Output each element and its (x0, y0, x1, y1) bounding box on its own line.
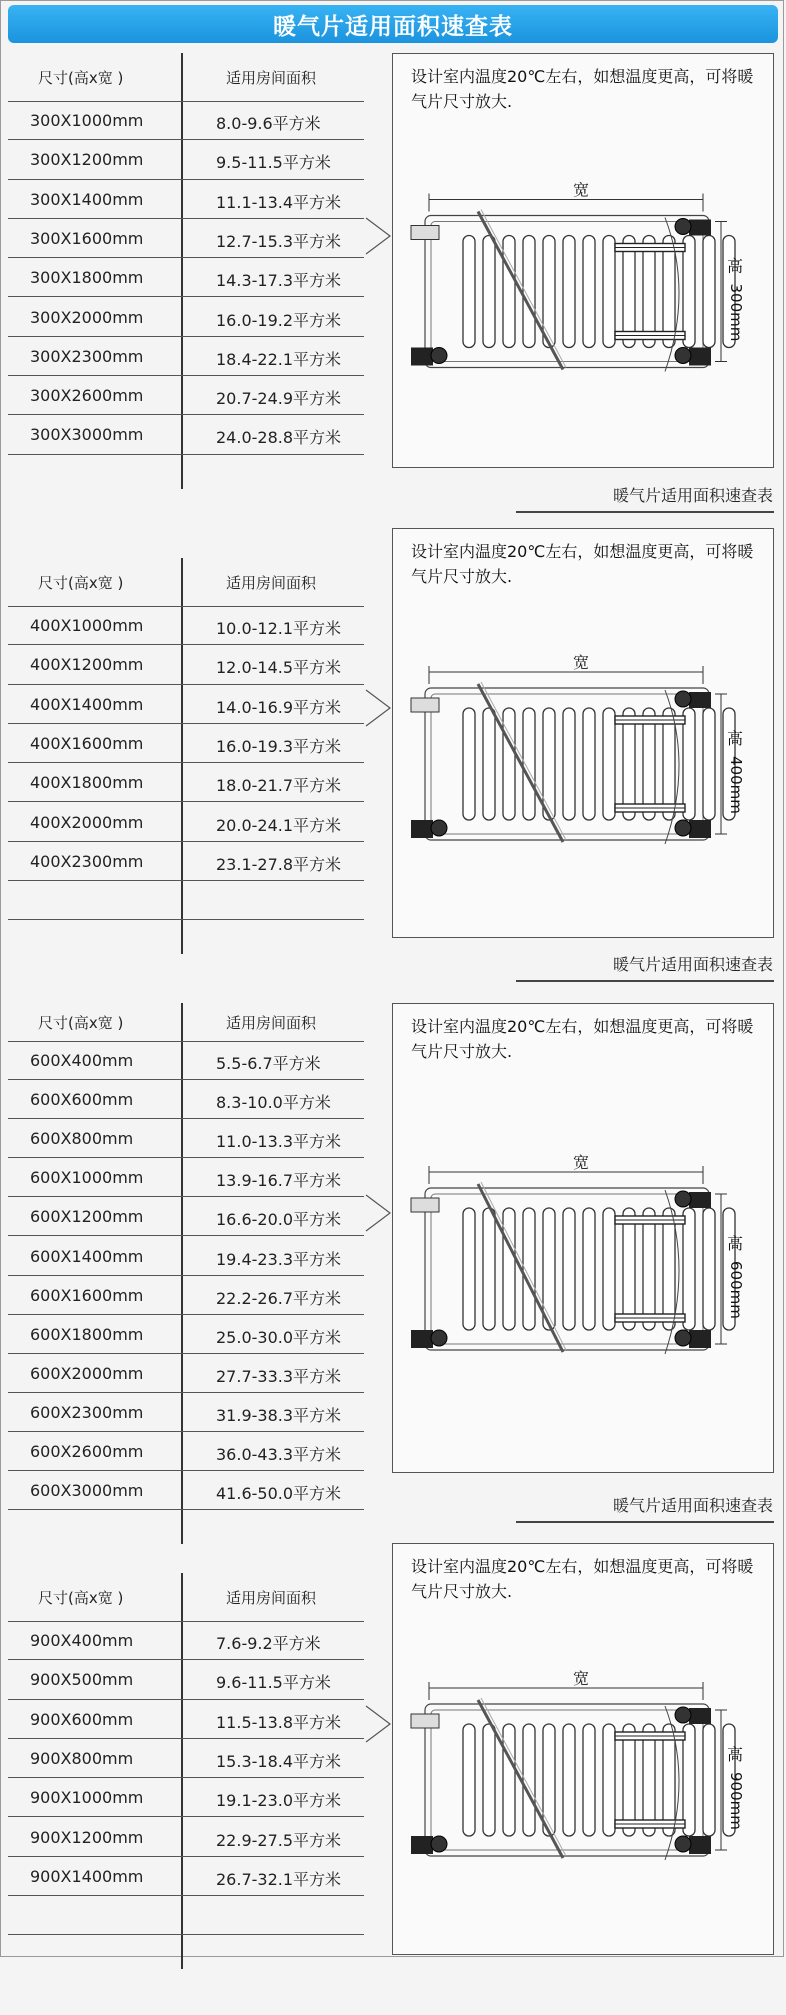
table-header-row (8, 1573, 364, 1622)
radiator-fin (643, 708, 655, 820)
table-row (8, 337, 364, 376)
cell-area: 20.7-24.9平方米 (216, 389, 342, 409)
valve-body (411, 1836, 433, 1854)
cell-area: 7.6-9.2平方米 (216, 1634, 321, 1653)
radiator-fin (623, 236, 635, 348)
cell-area: 8.0-9.6平方米 (216, 114, 321, 133)
radiator-fin (463, 708, 475, 820)
table-row (8, 724, 364, 763)
valve-knob (675, 820, 691, 836)
valve-knob (675, 1191, 691, 1207)
caption-underline (516, 1521, 774, 1523)
radiator-fin (643, 1208, 655, 1330)
table-row (8, 606, 364, 645)
cell-area: 14.0-16.9平方米 (216, 697, 342, 717)
valve-body (689, 1330, 711, 1348)
cell-size: 600X1800mm (30, 1324, 144, 1344)
cell-size: 600X2300mm (30, 1402, 144, 1422)
cell-size: 600X400mm (30, 1051, 134, 1070)
radiator-fin (463, 1208, 475, 1330)
cell-area: 13.9-16.7平方米 (216, 1171, 342, 1191)
table-header-row (8, 53, 364, 102)
cell-size: 900X600mm (30, 1709, 134, 1729)
radiator-fin (623, 708, 635, 820)
radiator-diagram-panel (392, 1003, 774, 1473)
cell-area: 10.0-12.1平方米 (216, 619, 342, 638)
cell-area: 19.1-23.0平方米 (216, 1791, 342, 1811)
height-label-prefix: 高 (727, 729, 744, 748)
table-row (8, 763, 364, 802)
valve-knob (675, 348, 691, 364)
table-row (8, 1739, 364, 1778)
radiator-diagram (393, 1544, 775, 1956)
page-title: 暖气片适用面积速查表 (8, 5, 778, 43)
cell-area: 16.0-19.3平方米 (216, 736, 342, 756)
width-label: 宽 (573, 180, 590, 200)
table-row (8, 1354, 364, 1393)
radiator-fin (503, 1724, 515, 1836)
table-row (8, 1432, 364, 1471)
radiator-diagram-panel (392, 528, 774, 938)
cell-size: 600X800mm (30, 1129, 134, 1149)
radiator-fin (463, 1724, 475, 1836)
radiator-diagram (393, 1004, 775, 1474)
table-row (8, 645, 364, 684)
section-height-0 (0, 45, 786, 528)
cell-size: 900X800mm (30, 1748, 134, 1768)
cell-size: 900X1400mm (30, 1866, 144, 1886)
radiator-fin (543, 236, 555, 348)
cell-area: 15.3-18.4平方米 (216, 1751, 342, 1771)
radiator-fin (563, 236, 575, 348)
radiator-fin (543, 1208, 555, 1330)
radiator-fin (503, 1208, 515, 1330)
size-area-table (8, 1573, 364, 1969)
table-row (8, 1471, 364, 1510)
cell-size: 600X1600mm (30, 1285, 144, 1305)
radiator-fin (663, 1208, 675, 1330)
section-caption: 暖气片适用面积速查表 (612, 1496, 773, 1515)
valve-body (411, 1198, 439, 1212)
radiator-fin (603, 236, 615, 348)
cell-size: 900X1200mm (30, 1827, 144, 1847)
radiator-fin (683, 1724, 695, 1836)
cell-area: 26.7-32.1平方米 (216, 1869, 342, 1889)
cell-size: 900X400mm (30, 1631, 134, 1650)
valve-knob (675, 1330, 691, 1346)
radiator-fin (583, 1724, 595, 1836)
radiator-fin (663, 236, 675, 348)
cell-area: 5.5-6.7平方米 (216, 1054, 321, 1073)
cell-size: 400X1600mm (30, 733, 144, 753)
cell-size: 900X500mm (30, 1670, 134, 1690)
cell-size: 300X1200mm (30, 150, 144, 170)
section-height-1 (0, 520, 786, 998)
radiator-fin (583, 708, 595, 820)
radiator-fin (663, 1724, 675, 1836)
table-row (8, 258, 364, 297)
cell-area: 8.3-10.0平方米 (216, 1093, 331, 1113)
valve-body (411, 226, 439, 240)
table-row (8, 1778, 364, 1817)
cell-size: 600X1200mm (30, 1207, 144, 1227)
caption-underline (516, 511, 774, 513)
table-header-row (8, 1003, 364, 1042)
radiator-fin (623, 1208, 635, 1330)
cell-size: 600X600mm (30, 1090, 134, 1110)
valve-knob (675, 1836, 691, 1852)
valve-knob (431, 1330, 447, 1346)
table-row (8, 1621, 364, 1660)
table-row (8, 415, 364, 454)
cell-size: 600X1000mm (30, 1168, 144, 1188)
pointer-arrow (364, 1704, 392, 1744)
radiator-fin (603, 1724, 615, 1836)
pointer-arrow (364, 1193, 392, 1233)
table-row (8, 842, 364, 881)
cell-size: 600X3000mm (30, 1481, 144, 1501)
radiator-fin (683, 236, 695, 348)
radiator-diagram (393, 529, 775, 939)
cell-size: 300X2000mm (30, 307, 144, 327)
size-area-table (8, 1003, 364, 1544)
section-height-2 (0, 995, 786, 1533)
header-area: 适用房间面积 (226, 1014, 317, 1032)
table-row (8, 1660, 364, 1699)
caption-underline (516, 980, 774, 982)
pointer-arrow (364, 688, 392, 728)
cell-area: 31.9-38.3平方米 (216, 1405, 342, 1425)
cell-size: 400X1000mm (30, 616, 144, 635)
valve-knob (675, 1707, 691, 1723)
pointer-arrow (364, 216, 392, 256)
valve-knob (431, 820, 447, 836)
valve-knob (431, 1836, 447, 1852)
cell-size: 300X2600mm (30, 386, 144, 406)
radiator-fin (563, 1208, 575, 1330)
cell-size: 300X1800mm (30, 268, 144, 288)
table-row (8, 1276, 364, 1315)
radiator-fin (663, 708, 675, 820)
header-area: 适用房间面积 (226, 1589, 317, 1607)
cell-area: 23.1-27.8平方米 (216, 854, 342, 874)
table-row (8, 1818, 364, 1857)
radiator-fin (503, 236, 515, 348)
cell-size: 300X1000mm (30, 111, 144, 130)
cell-area: 24.0-28.8平方米 (216, 428, 342, 448)
valve-body (689, 348, 711, 366)
cell-area: 18.0-21.7平方米 (216, 776, 342, 796)
table-row (8, 803, 364, 842)
radiator-fin (483, 708, 495, 820)
cell-size: 400X2000mm (30, 812, 144, 832)
valve-body (689, 1836, 711, 1854)
width-label: 宽 (573, 1669, 590, 1688)
width-label: 宽 (573, 1153, 590, 1172)
cell-area: 11.1-13.4平方米 (216, 192, 342, 212)
radiator-fin (583, 236, 595, 348)
cell-size: 600X2000mm (30, 1363, 144, 1383)
radiator-fin (563, 708, 575, 820)
cell-area: 11.5-13.8平方米 (216, 1712, 342, 1732)
table-row (8, 1119, 364, 1158)
radiator-fin (643, 1724, 655, 1836)
height-label-value: 900mm (727, 1772, 745, 1830)
cell-area: 12.0-14.5平方米 (216, 658, 342, 678)
section-height-3 (0, 1535, 786, 2015)
radiator-fin (703, 1208, 715, 1330)
table-row (8, 101, 364, 140)
cell-size: 900X1000mm (30, 1788, 144, 1808)
cell-area: 14.3-17.3平方米 (216, 271, 342, 291)
radiator-fin (703, 708, 715, 820)
valve-body (689, 220, 711, 236)
radiator-fin (543, 708, 555, 820)
radiator-fin (483, 1208, 495, 1330)
cell-size: 300X2300mm (30, 346, 144, 366)
cell-area: 36.0-43.3平方米 (216, 1445, 342, 1464)
radiator-fin (703, 236, 715, 348)
header-area: 适用房间面积 (226, 69, 317, 87)
height-label-prefix: 高 (727, 1234, 744, 1253)
table-row-empty (8, 881, 364, 920)
radiator-fin (683, 708, 695, 820)
cell-size: 400X1400mm (30, 694, 144, 714)
radiator-fin (603, 1208, 615, 1330)
height-label-value: 400mm (727, 756, 745, 814)
design-note: 设计室内温度20℃左右，如想温度更高，可将暖气片尺寸放大. (411, 1557, 754, 1601)
valve-body (689, 820, 711, 838)
cell-area: 12.7-15.3平方米 (216, 231, 342, 251)
table-row (8, 1158, 364, 1197)
table-row (8, 1393, 364, 1432)
table-row (8, 1080, 364, 1119)
radiator-fin (483, 1724, 495, 1836)
section-caption: 暖气片适用面积速查表 (612, 486, 773, 505)
radiator-fin (563, 1724, 575, 1836)
pointer-wrap (364, 1704, 392, 1748)
valve-body (689, 1192, 711, 1208)
header-size: 尺寸(高x宽 ) (38, 1014, 124, 1032)
radiator-fin (603, 708, 615, 820)
radiator-fin (503, 708, 515, 820)
section-caption: 暖气片适用面积速查表 (612, 955, 773, 974)
height-label-prefix: 高 (727, 1745, 744, 1764)
cell-area: 20.0-24.1平方米 (216, 815, 342, 835)
cell-size: 400X1800mm (30, 773, 144, 793)
cell-size: 300X1600mm (30, 228, 144, 248)
valve-body (411, 820, 433, 838)
table-row (8, 1041, 364, 1080)
valve-knob (431, 348, 447, 364)
table-row (8, 685, 364, 724)
radiator-fin (703, 1724, 715, 1836)
table-row (8, 376, 364, 415)
table-row (8, 1237, 364, 1276)
valve-body (411, 1330, 433, 1348)
height-label-value: 600mm (727, 1261, 745, 1319)
size-area-table (8, 558, 364, 954)
radiator-diagram-panel (392, 1543, 774, 1955)
cell-area: 18.4-22.1平方米 (216, 349, 342, 369)
header-size: 尺寸(高x宽 ) (38, 574, 124, 592)
table-row (8, 1857, 364, 1896)
table-header-row (8, 558, 364, 607)
valve-body (689, 1708, 711, 1724)
table-row (8, 1197, 364, 1236)
radiator-fin (643, 236, 655, 348)
table-row (8, 298, 364, 337)
cell-area: 9.6-11.5平方米 (216, 1673, 331, 1693)
table-row (8, 180, 364, 219)
cell-area: 11.0-13.3平方米 (216, 1132, 342, 1152)
pointer-wrap (364, 688, 392, 732)
cell-size: 400X2300mm (30, 851, 144, 871)
width-label: 宽 (573, 653, 590, 672)
valve-knob (675, 219, 691, 235)
cell-size: 600X2600mm (30, 1442, 144, 1461)
table-row-empty (8, 1896, 364, 1935)
design-note: 设计室内温度20℃左右，如想温度更高，可将暖气片尺寸放大. (411, 67, 754, 111)
radiator-fin (583, 1208, 595, 1330)
valve-body (411, 1714, 439, 1728)
table-row (8, 140, 364, 179)
radiator-fin (623, 1724, 635, 1836)
radiator-fin (483, 236, 495, 348)
valve-body (411, 348, 433, 366)
pointer-wrap (364, 1193, 392, 1237)
header-size: 尺寸(高x宽 ) (38, 1589, 124, 1607)
table-row (8, 219, 364, 258)
table-row (8, 1315, 364, 1354)
table-row (8, 1700, 364, 1739)
pointer-wrap (364, 216, 392, 260)
cell-area: 16.6-20.0平方米 (216, 1210, 342, 1230)
radiator-fin (683, 1208, 695, 1330)
cell-area: 27.7-33.3平方米 (216, 1366, 342, 1386)
cell-size: 400X1200mm (30, 655, 144, 675)
height-label-prefix: 高 (727, 256, 744, 276)
valve-body (411, 698, 439, 712)
cell-area: 22.9-27.5平方米 (216, 1830, 342, 1850)
radiator-fin (543, 1724, 555, 1836)
size-area-table (8, 53, 364, 489)
design-note: 设计室内温度20℃左右，如想温度更高，可将暖气片尺寸放大. (411, 542, 754, 586)
header-size: 尺寸(高x宽 ) (38, 69, 124, 87)
cell-size: 300X3000mm (30, 425, 144, 445)
design-note: 设计室内温度20℃左右，如想温度更高，可将暖气片尺寸放大. (411, 1017, 754, 1061)
valve-body (689, 692, 711, 708)
valve-knob (675, 691, 691, 707)
cell-area: 22.2-26.7平方米 (216, 1288, 342, 1308)
height-label-value: 300mm (727, 283, 745, 342)
radiator-diagram-panel (392, 53, 774, 468)
header-area: 适用房间面积 (226, 574, 317, 592)
cell-area: 16.0-19.2平方米 (216, 310, 342, 330)
cell-size: 300X1400mm (30, 189, 144, 209)
radiator-diagram (393, 54, 775, 469)
cell-area: 41.6-50.0平方米 (216, 1484, 342, 1504)
radiator-fin (463, 236, 475, 348)
cell-area: 9.5-11.5平方米 (216, 153, 331, 173)
cell-area: 19.4-23.3平方米 (216, 1249, 342, 1269)
cell-size: 600X1400mm (30, 1246, 144, 1266)
cell-area: 25.0-30.0平方米 (216, 1327, 342, 1347)
